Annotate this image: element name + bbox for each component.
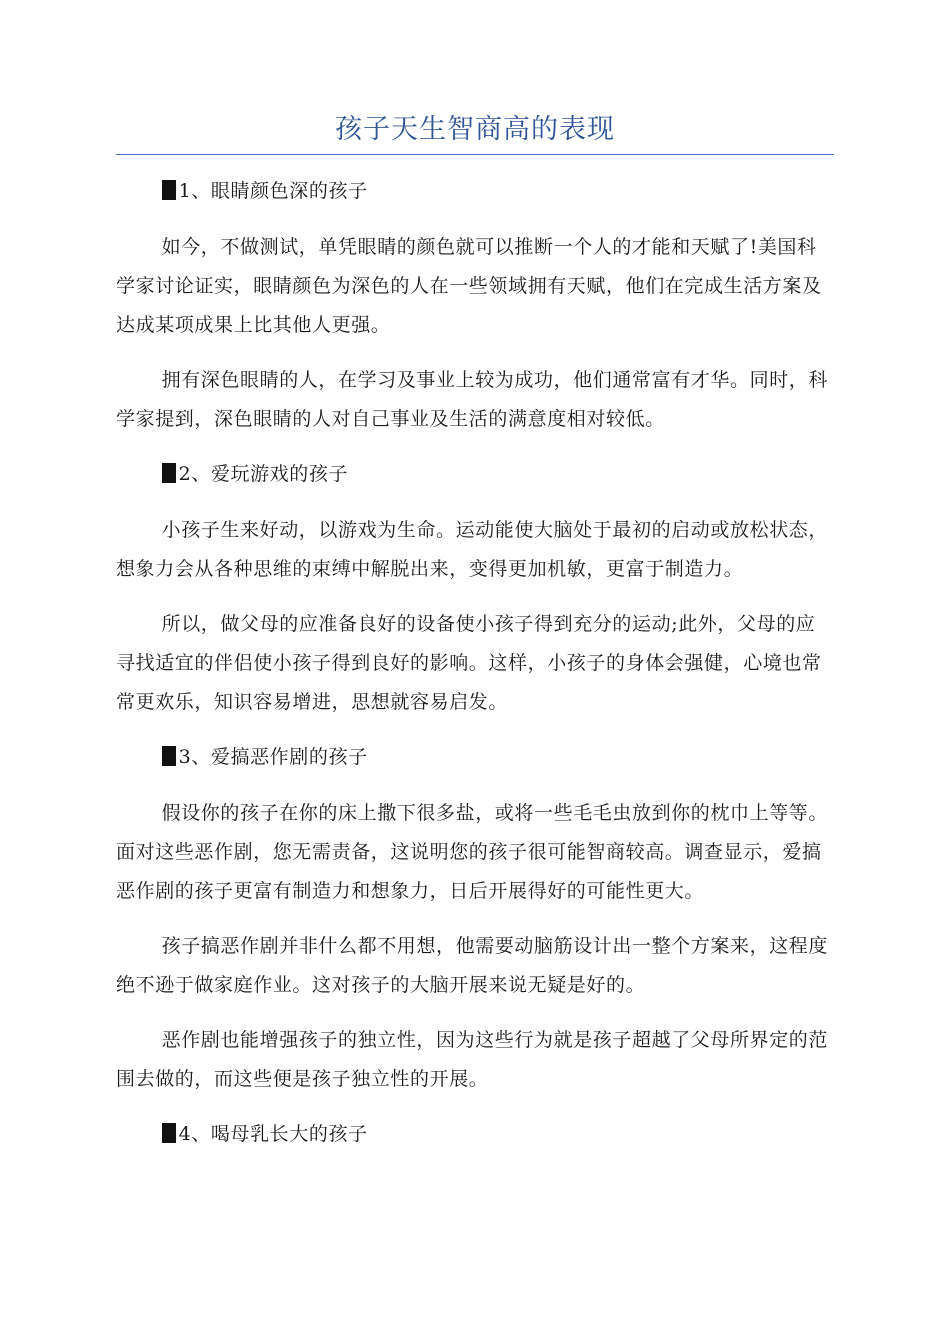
body-paragraph: 小孩子生来好动，以游戏为生命。运动能使大脑处于最初的启动或放松状态，想象力会从各种思维的束缚中解脱出来，变得更加机敏，更富于制造力。 (116, 519, 828, 580)
square-bullet-icon (162, 180, 176, 200)
document-body (116, 172, 834, 1171)
body-paragraph: 拥有深色眼睛的人，在学习及事业上较为成功，他们通常富有才华。同时，科学家提到，深色眼睛的人对自己事业及生活的满意度相对较低。 (116, 369, 828, 430)
section-heading (116, 455, 834, 494)
section-heading (116, 1115, 834, 1154)
section-heading (116, 172, 834, 211)
section-heading-text: 2、爱玩游戏的孩子 (178, 463, 349, 485)
section-heading-text: 4、喝母乳长大的孩子 (178, 1123, 368, 1145)
page-title: 孩子天生智商高的表现 (335, 114, 615, 145)
square-bullet-icon (162, 746, 176, 766)
body-paragraph: 孩子搞恶作剧并非什么都不用想，他需要动脑筋设计出一整个方案来，这程度绝不逊于做家庭作业。这对孩子的大脑开展来说无疑是好的。 (116, 935, 828, 996)
section-heading-text: 3、爱搞恶作剧的孩子 (178, 746, 368, 768)
section-heading-text: 1、眼睛颜色深的孩子 (178, 180, 368, 202)
body-paragraph: 如今，不做测试，单凭眼睛的颜色就可以推断一个人的才能和天赋了!美国科学家讨论证实，眼睛颜色为深色的人在一些领域拥有天赋，他们在完成生活方案及达成某项成果上比其他人更强。 (116, 236, 822, 336)
square-bullet-icon (162, 463, 176, 483)
section-heading (116, 738, 834, 777)
body-paragraph: 恶作剧也能增强孩子的独立性，因为这些行为就是孩子超越了父母所界定的范围去做的，而这些便是孩子独立性的开展。 (116, 1029, 828, 1090)
body-paragraph: 假设你的孩子在你的床上撒下很多盐，或将一些毛毛虫放到你的枕巾上等等。面对这些恶作剧，您无需责备，这说明您的孩子很可能智商较高。调查显示，爱搞恶作剧的孩子更富有制造力和想象力，日后开展得好的可能性更大。 (116, 802, 828, 902)
title-underline (116, 154, 834, 155)
body-paragraph: 所以，做父母的应准备良好的设备使小孩子得到充分的运动;此外，父母的应寻找适宜的伴侣使小孩子得到良好的影响。这样，小孩子的身体会强健，心境也常常更欢乐，知识容易增进，思想就容易启发。 (116, 613, 822, 713)
square-bullet-icon (162, 1123, 176, 1143)
